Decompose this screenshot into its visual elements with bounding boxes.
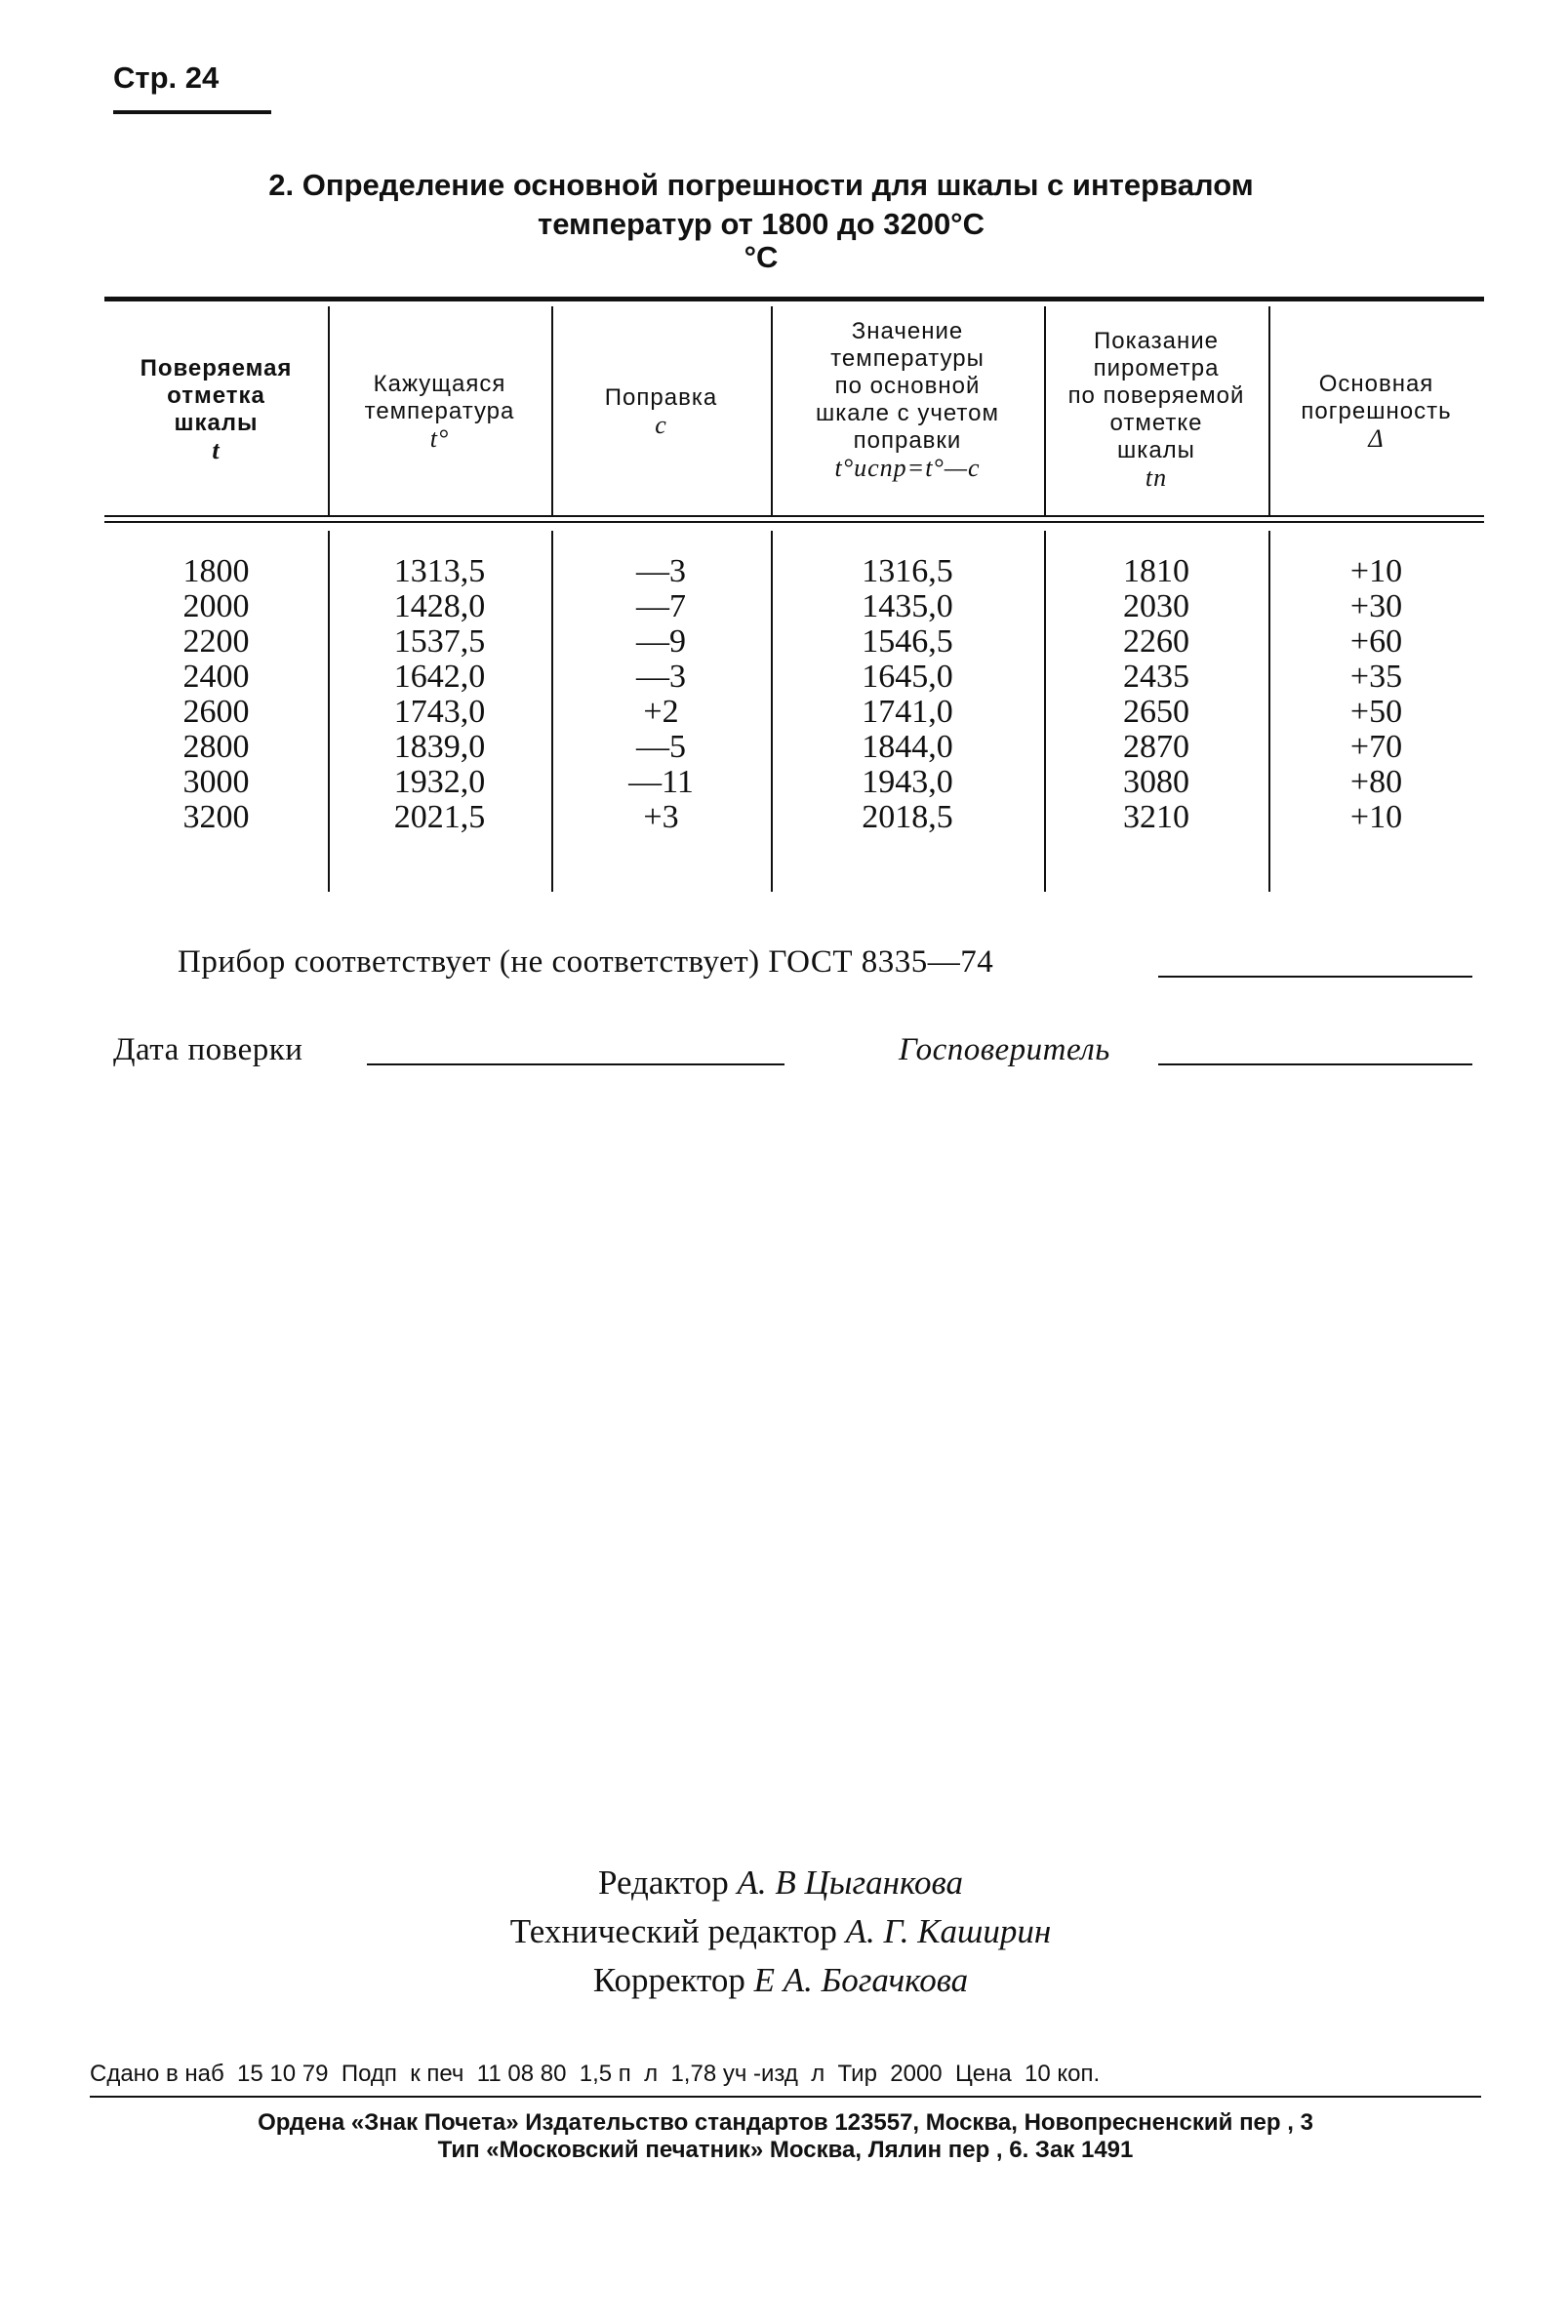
table-cell: +3 (643, 799, 679, 835)
technical-editor-role: Технический редактор (509, 1912, 837, 1950)
header-text: по поверяемой (1067, 382, 1245, 409)
header-symbol: t°испр=t°—c (834, 454, 981, 482)
editorial-credits (293, 1859, 1268, 2005)
conformity-statement: Прибор соответствует (не соответствует) ГОСТ 8335—74 (178, 944, 994, 980)
page-number-underline (113, 110, 271, 114)
header-text: отметке (1109, 410, 1203, 436)
table-cell: +10 (1349, 799, 1403, 835)
table-cell: 1943,0 (862, 764, 953, 800)
header-text: по основной (834, 373, 981, 399)
table-cell: —7 (636, 588, 686, 624)
header-text: Значение (851, 318, 964, 344)
table-cell: 1743,0 (393, 694, 486, 730)
verification-date-label: Дата поверки (113, 1032, 303, 1067)
table-cell: +80 (1349, 764, 1403, 800)
table-cell: 1932,0 (393, 764, 486, 800)
table-cell: 1428,0 (393, 588, 486, 624)
header-corrected-temperature (771, 318, 1044, 482)
corrector-role: Корректор (592, 1961, 745, 1999)
table-cell: +10 (1349, 553, 1403, 589)
header-symbol: c (655, 411, 667, 439)
table-cell: —9 (636, 623, 686, 660)
column-corrected-temperature (771, 554, 1044, 835)
technical-editor-name: А. Г. Каширин (845, 1912, 1052, 1950)
imprint-print-details: Сдано в наб 15 10 79 Подп к печ 11 08 80 1,5 п л 1,78 уч -изд л Тир 2000 Цена 10 коп. (90, 2061, 1101, 2087)
table-cell: 1839,0 (393, 729, 486, 765)
table-cell: 2435 (1123, 659, 1189, 695)
table-cell: 1741,0 (862, 694, 953, 730)
table-cell: 1844,0 (862, 729, 953, 765)
table-cell: 1810 (1123, 553, 1189, 589)
imprint-publisher: Ордена «Знак Почета» Издательство стандартов 123557, Москва, Новопресненский пер , 3 (258, 2109, 1313, 2136)
conformity-blank-line (1158, 976, 1472, 978)
header-text: Кажущаяся (373, 371, 506, 397)
imprint-printer: Тип «Московский печатник» Москва, Лялин пер , 6. Зак 1491 (437, 2137, 1134, 2163)
editor-name: А. В Цыганкова (737, 1863, 964, 1902)
table-cell: 1645,0 (862, 659, 953, 695)
table-cell: +70 (1349, 729, 1403, 765)
column-scale-mark (104, 554, 328, 835)
state-verifier-label: Госповеритель (899, 1032, 1110, 1067)
table-cell: +30 (1349, 588, 1403, 624)
header-text: Показание (1093, 328, 1220, 354)
table-cell: 2800 (182, 729, 250, 765)
table-cell: 1435,0 (862, 588, 953, 624)
table-cell: 2018,5 (862, 799, 953, 835)
header-rule-1 (104, 515, 1484, 517)
table-cell: +60 (1349, 623, 1403, 660)
table-cell: 3200 (182, 799, 250, 835)
header-apparent-temperature (328, 371, 551, 453)
table-cell: 2870 (1123, 729, 1189, 765)
section-title-line-1: 2. Определение основной погрешности для шкалы с интервалом (268, 168, 1254, 202)
header-text: отметка (167, 382, 265, 409)
table-cell: 1642,0 (393, 659, 486, 695)
corrector-name: Е А. Богачкова (753, 1961, 969, 1999)
table-cell: 2260 (1123, 623, 1189, 660)
header-text: температуры (830, 345, 985, 372)
unit-label: °C (744, 240, 779, 274)
editor-role: Редактор (597, 1863, 729, 1902)
header-scale-mark (104, 355, 328, 464)
table-cell: 2650 (1123, 694, 1189, 730)
header-correction (551, 384, 771, 439)
header-text: пирометра (1093, 355, 1220, 381)
column-apparent-temperature (328, 554, 551, 835)
technical-editor-credit (293, 1907, 1268, 1956)
imprint-rule (90, 2096, 1481, 2098)
header-basic-error (1268, 371, 1484, 453)
table-cell: —5 (636, 729, 686, 765)
table-cell: 2200 (182, 623, 250, 660)
table-cell: —3 (636, 659, 686, 695)
table-cell: 1316,5 (862, 553, 953, 589)
header-pyrometer-reading (1044, 328, 1268, 492)
table-cell: —11 (628, 764, 694, 800)
table-cell: 2021,5 (393, 799, 486, 835)
table-cell: +2 (643, 694, 679, 730)
editor-credit (293, 1859, 1268, 1907)
table-cell: 1800 (182, 553, 250, 589)
table-cell: 1537,5 (393, 623, 486, 660)
table-top-rule (104, 297, 1484, 301)
header-symbol: t° (429, 424, 450, 453)
state-verifier-blank-line (1158, 1063, 1472, 1065)
header-text: поправки (853, 427, 962, 454)
table-cell: 3210 (1123, 799, 1189, 835)
table-cell: 3000 (182, 764, 250, 800)
header-text: температура (364, 398, 515, 424)
column-correction (551, 554, 771, 835)
header-text: погрешность (1301, 398, 1452, 424)
verification-date-blank-line (367, 1063, 784, 1065)
header-text: Поверяемая (140, 355, 293, 381)
header-symbol: t (212, 436, 221, 464)
section-title-line-2: температур от 1800 до 3200°C (538, 207, 985, 241)
header-rule-2 (104, 521, 1484, 523)
table-cell: +35 (1349, 659, 1403, 695)
table-cell: 1546,5 (862, 623, 953, 660)
header-text: шкалы (1117, 437, 1195, 463)
table-cell: —3 (636, 553, 686, 589)
section-title (176, 166, 1347, 244)
table-cell: +50 (1349, 694, 1403, 730)
calibration-table (104, 297, 1484, 902)
table-cell: 3080 (1123, 764, 1189, 800)
header-symbol: tп (1145, 463, 1168, 492)
header-text: Поправка (604, 384, 718, 411)
header-text: шкалы (174, 410, 259, 436)
table-cell: 1313,5 (393, 553, 486, 589)
header-text: Основная (1318, 371, 1434, 397)
table-cell: 2000 (182, 588, 250, 624)
page-number: Стр. 24 (113, 60, 220, 95)
corrector-credit (293, 1956, 1268, 2005)
header-text: шкале с учетом (816, 400, 999, 426)
table-cell: 2400 (182, 659, 250, 695)
header-symbol: Δ (1368, 424, 1385, 453)
column-pyrometer-reading (1044, 554, 1268, 835)
table-cell: 2600 (182, 694, 250, 730)
table-cell: 2030 (1123, 588, 1189, 624)
column-basic-error (1268, 554, 1484, 835)
